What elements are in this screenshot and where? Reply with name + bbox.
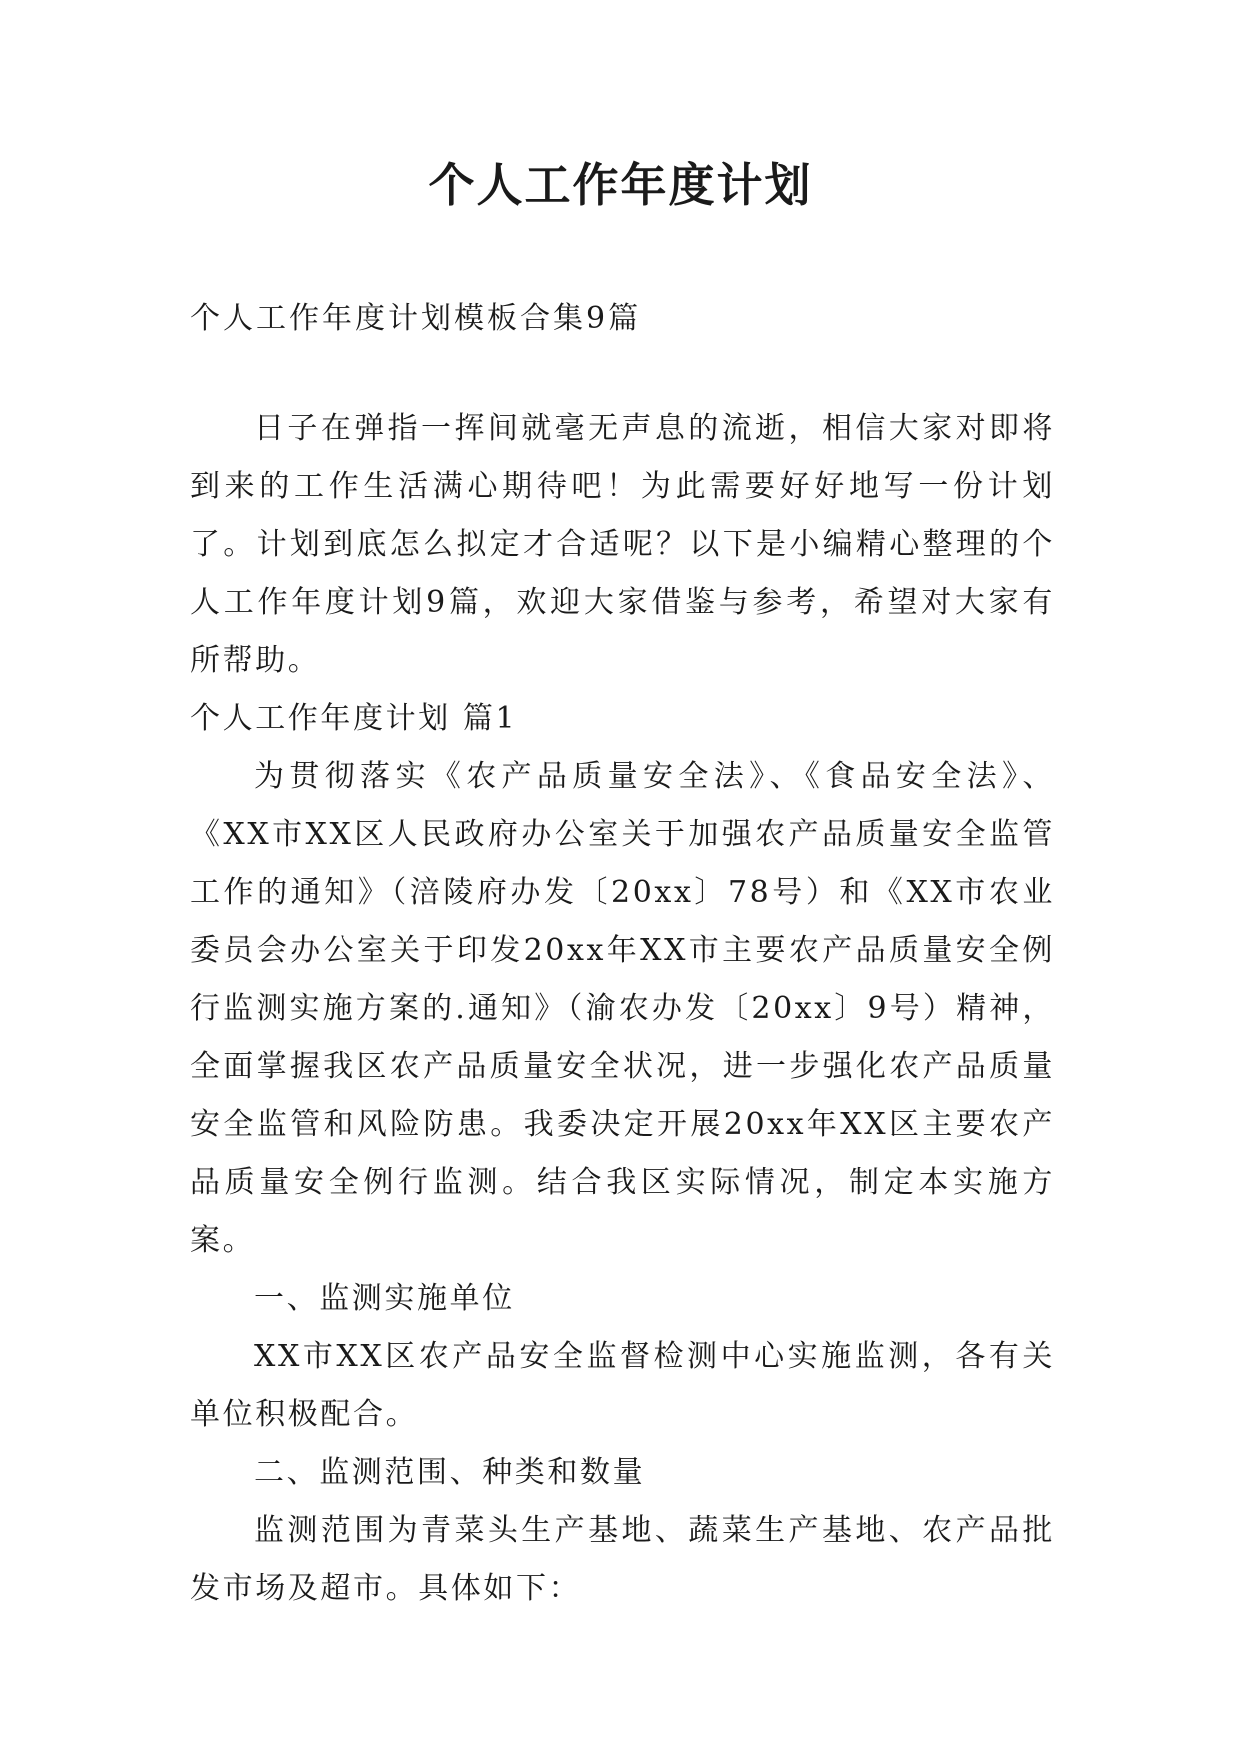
body-paragraph: 为贯彻落实《农产品质量安全法》、《食品安全法》、《XX市XX区人民政府办公室关于加强农产品质量安全监管工作的通知》（涪陵府办发〔20xx〕78号）和《XX市农业委员会办公室关于印发20xx年XX市主要农产品质量安全例行监测实施方案的.通知》（渝农办发〔20xx〕9号）精神，全面掌握我区农产品质量安全状况，进一步强化农产品质量安全监管和风险防患。我委决定开展20xx年XX区主要农产品质量安全例行监测。结合我区实际情况，制定本实施方案。 (190, 759, 1055, 1258)
body-paragraph: 监测范围为青菜头生产基地、蔬菜生产基地、农产品批发市场及超市。具体如下： (190, 1513, 1055, 1606)
document-subtitle: 个人工作年度计划模板合集9篇 (190, 301, 642, 336)
section-heading-part-1: 个人工作年度计划 篇1 (190, 701, 518, 736)
document-title: 个人工作年度计划 (428, 158, 813, 212)
document-body (190, 400, 1055, 1618)
section-heading-monitoring-scope: 二、监测范围、种类和数量 (254, 1455, 646, 1490)
section-heading-monitoring-unit: 一、监测实施单位 (254, 1281, 515, 1316)
body-paragraph: XX市XX区农产品安全监督检测中心实施监测，各有关单位积极配合。 (190, 1339, 1055, 1432)
intro-paragraph: 日子在弹指一挥间就毫无声息的流逝，相信大家对即将到来的工作生活满心期待吧！为此需要好好地写一份计划了。计划到底怎么拟定才合适呢？以下是小编精心整理的个人工作年度计划9篇，欢迎大家借鉴与参考，希望对大家有所帮助。 (190, 411, 1055, 678)
